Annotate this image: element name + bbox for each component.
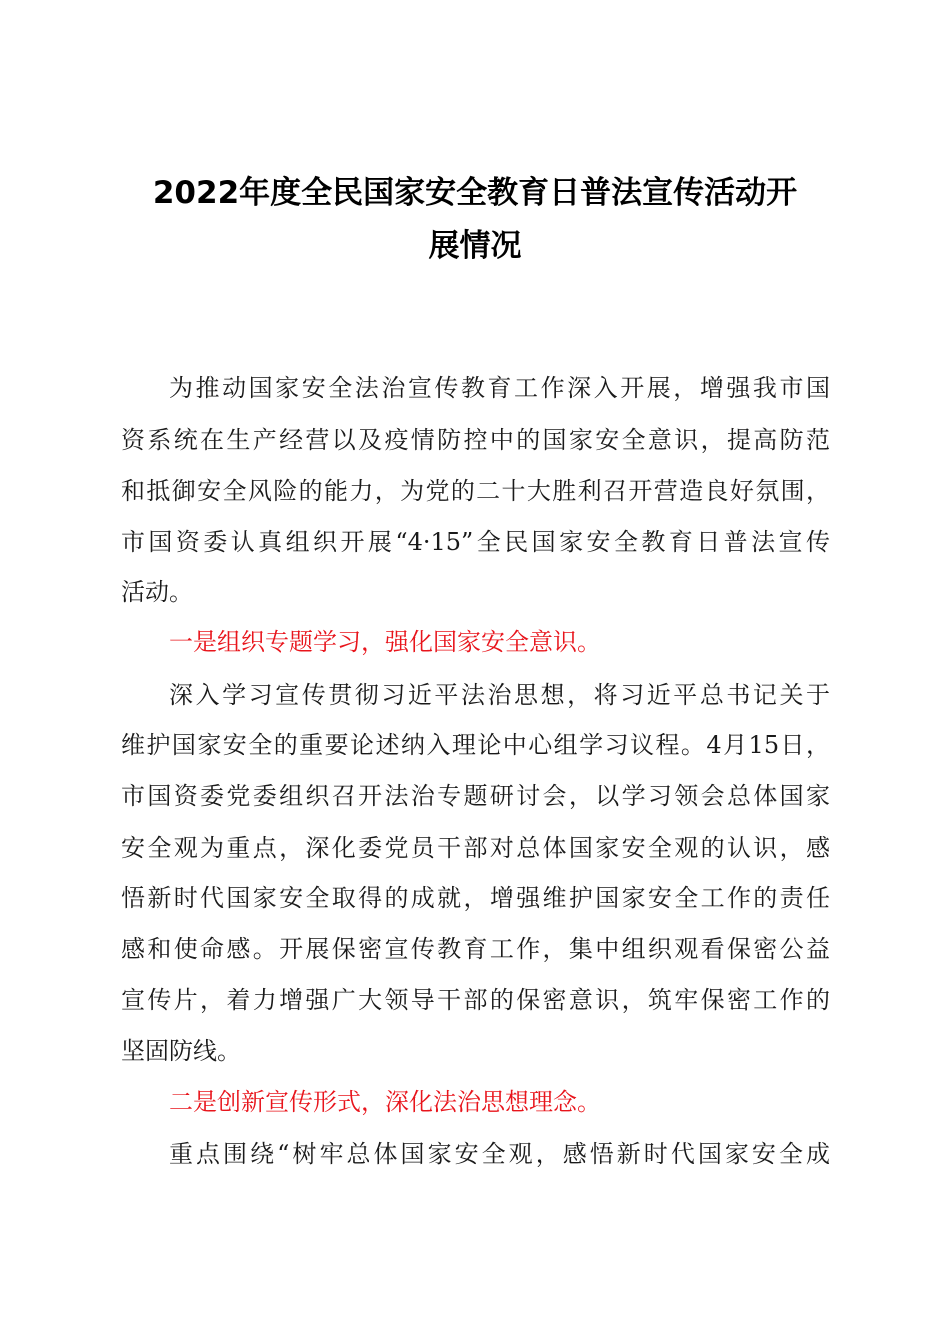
section-heading-1: 一是组织专题学习，强化国家安全意识。 [169,628,601,656]
paragraph-1-line-1: 为推动国家安全法治宣传教育工作深入开展，增强我市国 [169,374,830,402]
paragraph-1-line-5: 活动。 [121,578,193,606]
document-title-line-1: 2022年度全民国家安全教育日普法宣传活动开 [152,175,798,211]
paragraph-2-line-6: 感和使命感。开展保密宣传教育工作，集中组织观看保密公益 [121,935,830,963]
paragraph-2-line-3: 市国资委党委组织召开法治专题研讨会，以学习领会总体国家 [121,782,830,810]
section-heading-2: 二是创新宣传形式，深化法治思想理念。 [169,1088,601,1116]
paragraph-2-line-1: 深入学习宣传贯彻习近平法治思想，将习近平总书记关于 [169,681,830,709]
paragraph-2-line-4: 安全观为重点，深化委党员干部对总体国家安全观的认识，感 [121,834,830,862]
document-title-line-2: 展情况 [428,228,522,264]
paragraph-1-line-4: 市国资委认真组织开展“4·15”全民国家安全教育日普法宣传 [121,528,830,556]
paragraph-2-line-7: 宣传片，着力增强广大领导干部的保密意识，筑牢保密工作的 [121,986,830,1014]
paragraph-1-line-3: 和抵御安全风险的能力，为党的二十大胜利召开营造良好氛围， [121,477,830,505]
paragraph-2-line-5: 悟新时代国家安全取得的成就，增强维护国家安全工作的责任 [121,884,830,912]
paragraph-3-line-1: 重点围绕“树牢总体国家安全观，感悟新时代国家安全成 [169,1140,830,1168]
paragraph-2-line-2: 维护国家安全的重要论述纳入理论中心组学习议程。4月15日， [121,731,830,759]
paragraph-2-line-8: 坚固防线。 [121,1037,241,1065]
paragraph-1-line-2: 资系统在生产经营以及疫情防控中的国家安全意识，提高防范 [121,426,830,454]
